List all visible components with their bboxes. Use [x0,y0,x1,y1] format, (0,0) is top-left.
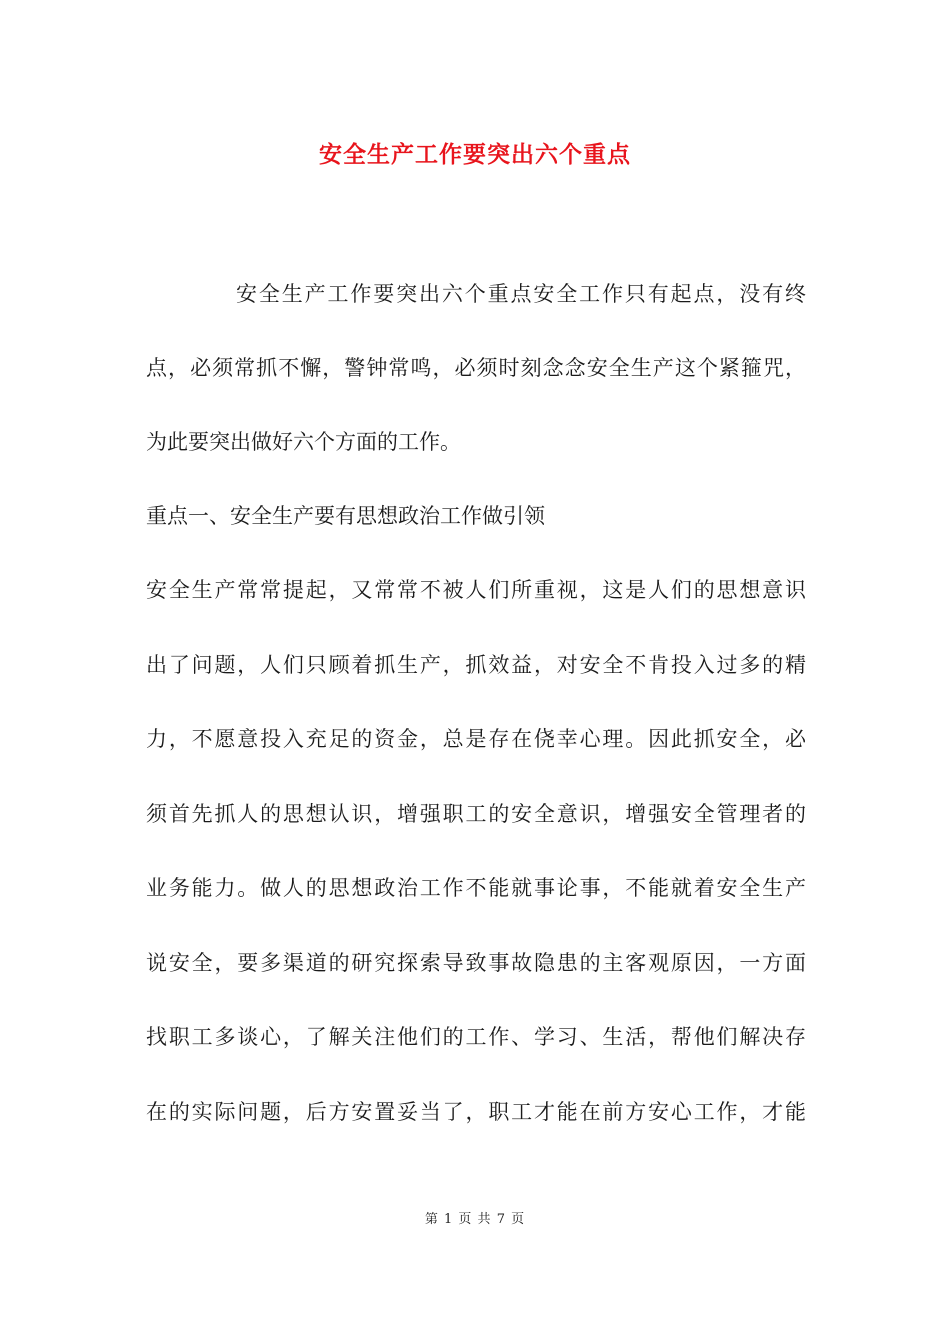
paragraph-line: 找职工多谈心，了解关注他们的工作、学习、生活，帮他们解决存 [146,1025,806,1049]
paragraph-line: 业务能力。做人的思想政治工作不能就事论事，不能就着安全生产 [146,876,806,900]
paragraph-line: 安全生产常常提起，又常常不被人们所重视，这是人们的思想意识 [146,578,806,602]
paragraph-line: 出了问题，人们只顾着抓生产，抓效益，对安全不肯投入过多的精 [146,653,806,677]
paragraph-line: 安全生产工作要突出六个重点安全工作只有起点，没有终 [236,282,806,306]
paragraph-line: 说安全，要多渠道的研究探索导致事故隐患的主客观原因，一方面 [146,951,806,975]
document-title: 安全生产工作要突出六个重点 [319,141,631,168]
paragraph-line: 在的实际问题，后方安置妥当了，职工才能在前方安心工作，才能 [146,1100,806,1124]
section-heading: 重点一、安全生产要有思想政治工作做引领 [146,504,545,528]
page-number-footer: 第 1 页 共 7 页 [424,1212,526,1227]
paragraph-line: 须首先抓人的思想认识，增强职工的安全意识，增强安全管理者的 [146,802,806,826]
paragraph-line: 力，不愿意投入充足的资金，总是存在侥幸心理。因此抓安全，必 [146,727,806,751]
paragraph-line: 为此要突出做好六个方面的工作。 [146,430,461,454]
paragraph-line: 点，必须常抓不懈，警钟常鸣，必须时刻念念安全生产这个紧箍咒， [146,356,806,380]
